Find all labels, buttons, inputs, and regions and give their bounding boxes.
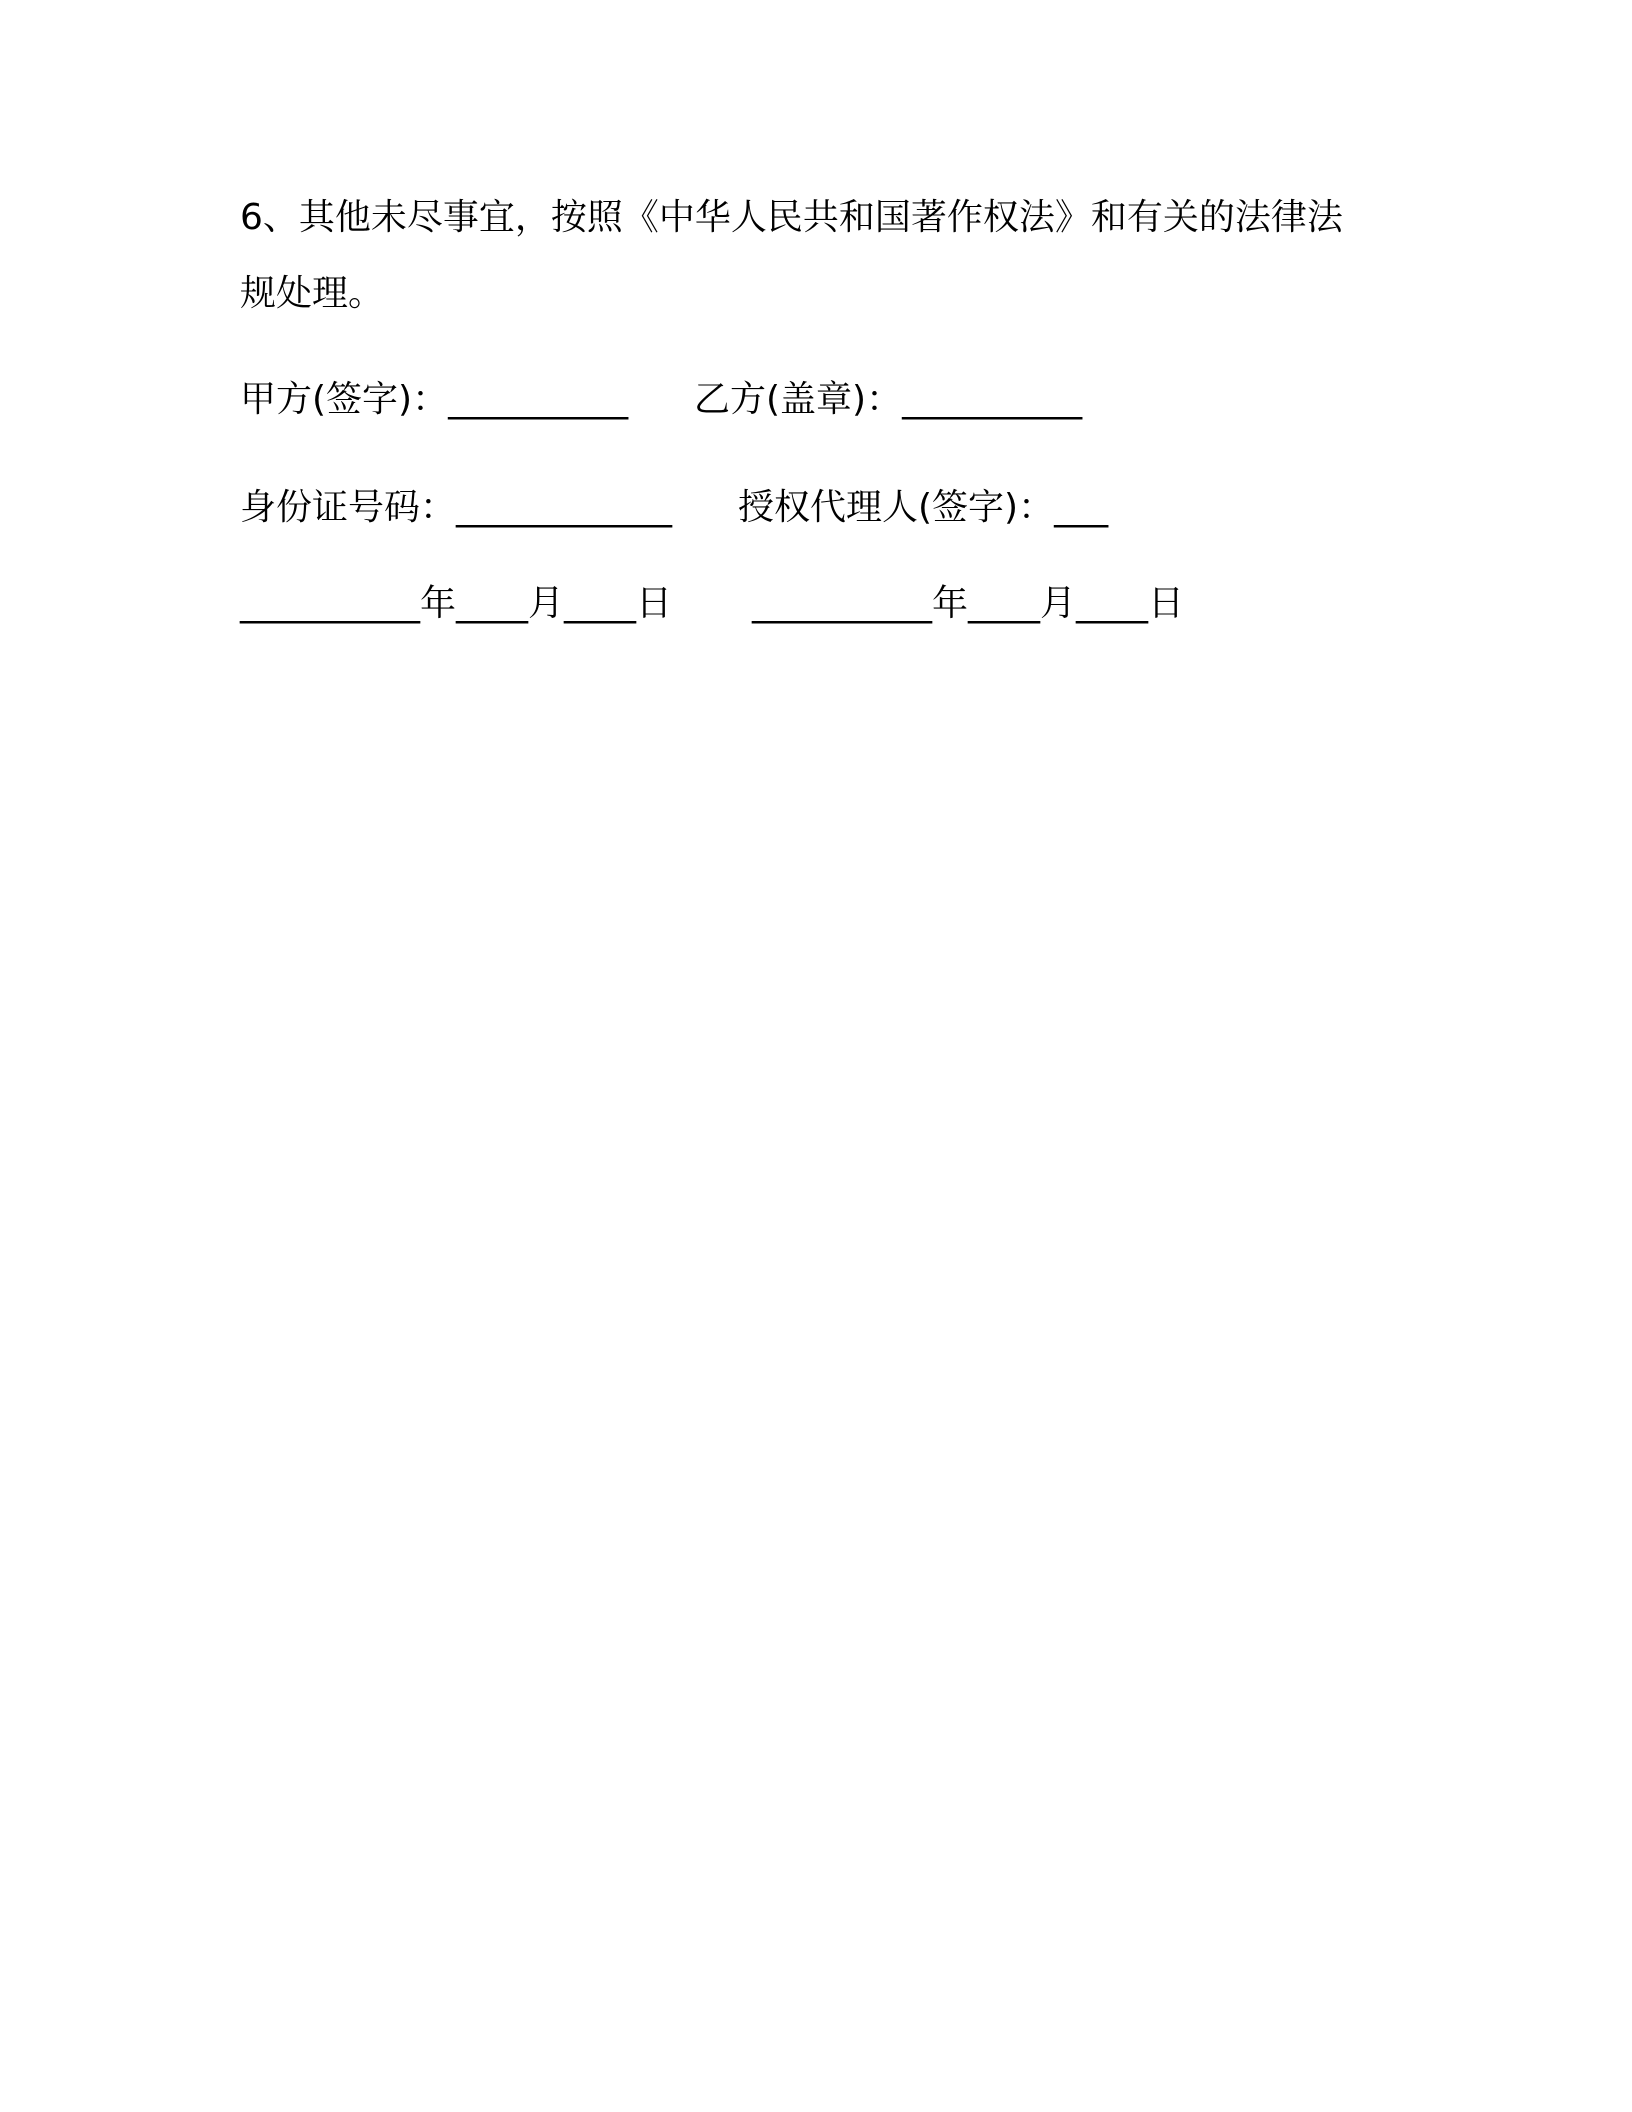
clause-6-line-2: 规处理。 <box>240 273 385 314</box>
clause-6-line-1: 6、其他未尽事宜，按照《中华人民共和国著作权法》和有关的法律法 <box>240 197 1343 238</box>
date-field-left: __________年____月____日 <box>240 583 672 624</box>
agent-signature-field: 授权代理人(签字)：___ <box>738 487 1109 528</box>
party-a-signature-field: 甲方(签字)：__________ <box>240 379 629 420</box>
date-field-right: __________年____月____日 <box>752 583 1184 624</box>
party-b-seal-field: 乙方(盖章)：__________ <box>694 379 1083 420</box>
id-number-field: 身份证号码：____________ <box>240 487 673 528</box>
